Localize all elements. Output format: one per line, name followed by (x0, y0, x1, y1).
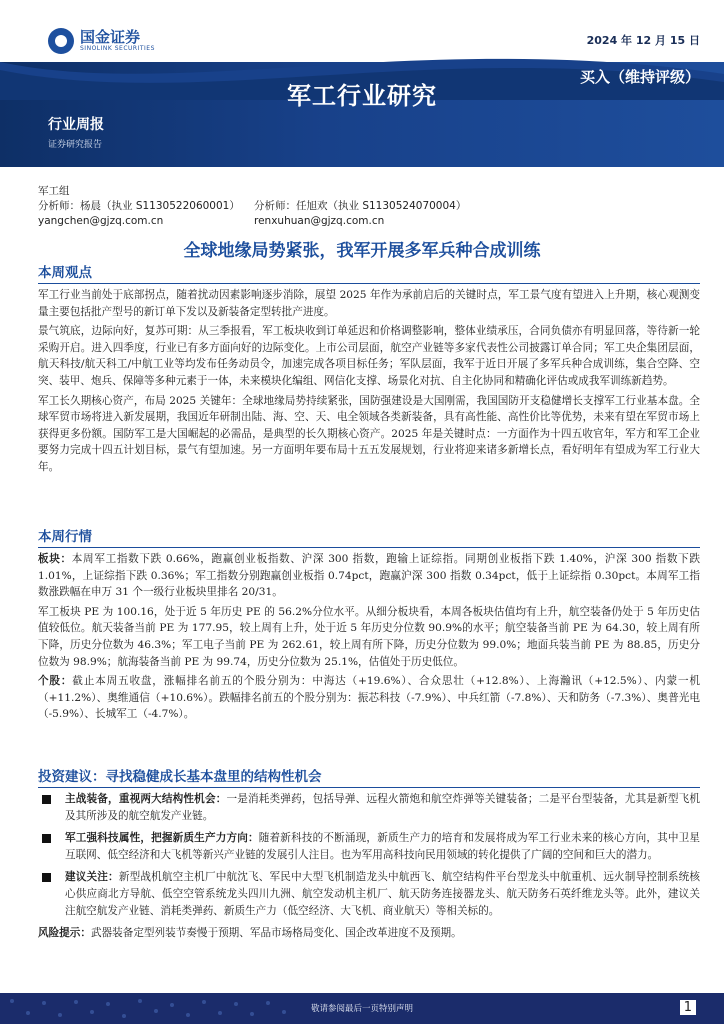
report-date: 2024 年 12 月 15 日 (586, 34, 700, 47)
risk-paragraph (38, 925, 700, 942)
risk-label: 风险提示： (38, 927, 91, 940)
report-title: 军工行业研究 (287, 82, 437, 110)
logo-name-en: SINOLINK SECURITIES (80, 45, 155, 52)
bullet-text: 新型战机航空主机厂中航沈飞、军民中大型飞机制造龙头中航西飞、航空结构件平台型龙头中航重机、远火制导控制系统核心供应商北方导航、低空空管系统龙头四川九洲、航空发动机主机厂、航天防务连接器龙头、航天防务石英纤维龙头等。此外，建议关注航空航发产业链、消耗类弹药、新质生产力（低空经济、大飞机、商业航天）等相关标的。 (65, 871, 700, 917)
paragraph: 军工行业当前处于底部拐点，随着扰动因素影响逐步消除，展望 2025 年作为承前启后的关键时点，军工景气度有望进入上升期，核心观测变量主要包括批产型号的新订单下发以及新装备定型转批产进度。 (38, 289, 700, 318)
paragraph-text: 截止本周五收盘，涨幅排名前五的个股分别为：中海达（+19.6%）、合众思壮（+12.8%）、上海瀚讯（+12.5%）、内蒙一机（+11.2%）、奥维通信（+10.6%）。跌幅排名前五的个股分别为：振芯科技（-7.9%）、中兵红箭（-7.8%）、天和防务（-7.3%）、奥普光电（-5.9%）、长城军工（-4.7%）。 (38, 675, 701, 721)
page-number: 1 (680, 1000, 696, 1015)
analyst-1-name: 分析师：杨晨（执业 S1130522060001） (38, 200, 240, 212)
report-type: 行业周报 (48, 117, 104, 133)
bullet-label: 主战装备，重视两大结构性机会： (65, 793, 227, 805)
section-title: 本周观点 (38, 265, 92, 281)
paragraph (65, 791, 700, 824)
section-divider (38, 283, 700, 284)
bullet-text: 随着新科技的不断涌现，新质生产力的培育和发展将成为军工行业未来的核心方向，其中卫星互联网、低空经济和大飞机等新兴产业链的发展引人注目。也为军用高科技向民用领域的转化提供了广阔的空间和巨大的潜力。 (65, 832, 700, 861)
paragraph (65, 830, 700, 863)
analyst-2-email[interactable]: renxuhuan@gjzq.com.cn (254, 215, 385, 227)
bullet-text: 一是消耗类弹药，包括导弹、远程火箭炮和航空炸弹等关键装备；二是平台型装备，尤其是新型飞机及其所涉及的航空航发产业链。 (65, 793, 700, 822)
analyst-block (38, 184, 698, 229)
paragraph-label: 板块： (38, 553, 72, 565)
logo-mark-icon (48, 28, 74, 54)
analyst-group: 军工组 (38, 185, 70, 197)
headline: 全球地缘局势紧张，我军开展多军兵种合成训练 (183, 241, 541, 261)
list-item (38, 869, 700, 919)
section-title: 本周行情 (38, 529, 92, 545)
square-bullet-icon (42, 873, 51, 882)
square-bullet-icon (42, 834, 51, 843)
company-logo (48, 28, 155, 54)
paragraph-text: 本周军工指数下跌 0.66%，跑赢创业板指数、沪深 300 指数，跑输上证综指。同期创业板指下跌 1.40%，沪深 300 指数下跌 1.01%，上证综指下跌 0.36%；军工指数分别跑赢创业板指 0.74pct，跑赢沪深 300 指数 0.34pct，低于上证综指 0.30pct。本周军工指数涨跌幅在申万 31 个一级行业板块里排名 20/31。 (38, 553, 701, 599)
square-bullet-icon (42, 795, 51, 804)
list-item (38, 830, 700, 863)
section-advice (38, 767, 700, 945)
section-title: 投资建议：寻找稳健成长基本盘里的结构性机会 (38, 769, 322, 785)
paragraph: 景气筑底，边际向好，复苏可期：从三季报看，军工板块收到订单延迟和价格调整影响，整体业绩承压，合同负债亦有明显回落，等待新一轮采购开启。进入四季度，行业已有多方面向好的边际变化。上市公司层面，航空产业链等多家代表性公司披露订单合同；军工央企集团层面，航天科技/航天科工/中航工业等均发布任务动员令，加速完成各项目标任务；军队层面，我军于近日开展了多军兵种合成训练，集合空降、空突、装甲、炮兵、保障等多种元素于一体，未来模块化编组、网信化支撑、场景化对抗、自主化协同和精确化评估或成我军训练新趋势。 (38, 325, 700, 387)
rating-label: 买入（维持评级） (579, 68, 700, 86)
section-divider (38, 547, 700, 548)
section-market (38, 527, 700, 726)
list-item (38, 791, 700, 824)
paragraph (65, 869, 700, 919)
analyst-1-email[interactable]: yangchen@gjzq.com.cn (38, 215, 164, 227)
section-views (38, 263, 700, 479)
risk-text: 武器装备定型列装节奏慢于预期、军品市场格局变化、国企改革进度不及预期。 (90, 927, 462, 940)
report-subtype: 证券研究报告 (48, 140, 103, 150)
logo-name-cn: 国金证券 (80, 28, 141, 46)
paragraph (38, 673, 700, 723)
paragraph (38, 551, 700, 601)
paragraph: 军工板块 PE 为 100.16，处于近 5 年历史 PE 的 56.2%分位水平。从细分板块看，本周各板块估值均有上升，航空装备仍处于 5 年历史估值较低位。航天装备当前 PE 为 177.95，较上周有上升，处于近 5 年历史分位数 90.9%的水平；航空装备当前 PE 为 64.30，较上周有所下降，历史分位数为 46.3%；军工电子当前 PE 为 262.61，较上周有所下降，历史分位数为 99.0%；地面兵装当前 PE 为 88.85，历史分位数为 98.9%；航海装备当前 PE 为 99.74，历史分位数为 25.1%，估值处于历史低位。 (38, 605, 700, 668)
footer-disclaimer-link[interactable]: 敬请参阅最后一页特别声明 (310, 1004, 413, 1014)
analyst-2-name: 分析师：任旭欢（执业 S1130524070004） (254, 200, 467, 212)
bullet-label: 建议关注： (65, 871, 119, 884)
paragraph-label: 个股： (38, 675, 73, 688)
section-divider (38, 787, 700, 788)
paragraph: 军工长久期核心资产，布局 2025 关键年：全球地缘局势持续紧张，国防强建设是大国刚需，我国国防开支稳健增长支撑军工行业基本盘。全球军贸市场将进入新发展期，我国近年研制出陆、海、空、天、电全领域各类新装备，具有高性能、高性价比等优势，未来有望在军贸市场上获得更多份额。国防军工是大国崛起的必需品，是典型的长久期核心资产。2025 年是关键时点：一方面作为十四五收官年，军方和军工企业要努力完成十四五计划目标，景气有望加速。另一方面明年要布局十五五发展规划，行业将迎来诸多新增长点，看好明年有望成为军工行业大年。 (38, 394, 700, 473)
bullet-label: 军工强科技属性，把握新质生产力方向： (65, 832, 259, 845)
